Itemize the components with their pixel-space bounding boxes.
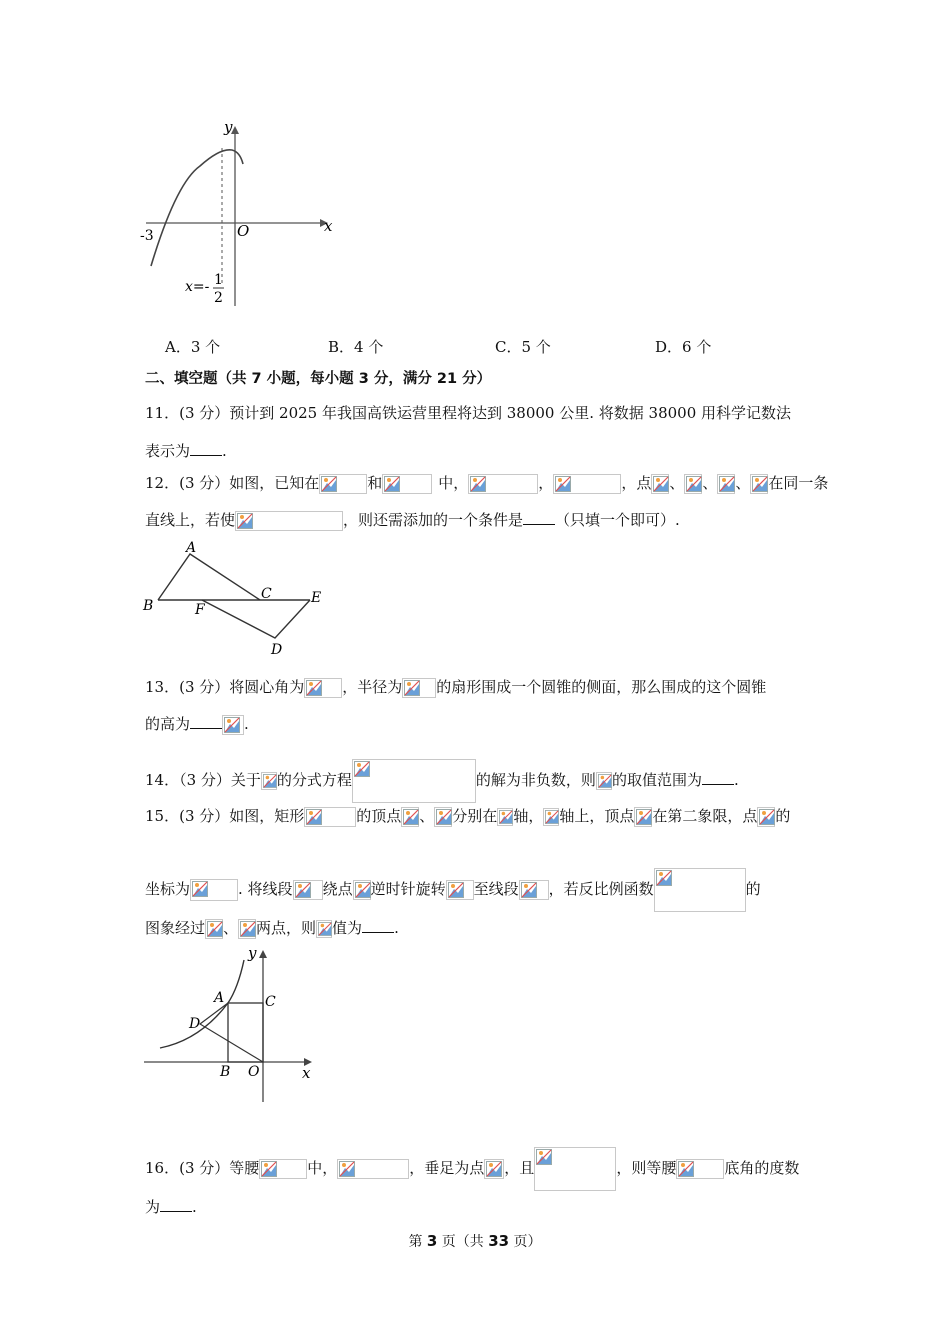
q16-line2: 为 .: [145, 1198, 197, 1216]
image-placeholder: [446, 880, 474, 900]
svg-text:C: C: [265, 994, 276, 1010]
image-placeholder: [750, 474, 768, 494]
answer-blank: [190, 441, 222, 456]
image-placeholder: [382, 474, 432, 494]
broken-image-icon: [240, 921, 256, 937]
broken-image-icon: [470, 476, 486, 492]
broken-image-icon: [403, 809, 419, 825]
q15-line1: 15．(3 分）如图，矩形 的顶点 、 分别在 轴， 轴上，顶点 在第二象限，点 的: [145, 807, 791, 825]
q15-line3: 图象经过 、 两点，则 值为 .: [145, 919, 399, 937]
svg-text:1: 1: [214, 272, 223, 288]
broken-image-icon: [263, 774, 277, 788]
parabola-figure: [138, 118, 338, 310]
broken-image-icon: [499, 810, 513, 824]
image-placeholder: [337, 1159, 409, 1179]
broken-image-icon: [355, 882, 371, 898]
svg-text:E: E: [311, 590, 322, 606]
broken-image-icon: [653, 476, 669, 492]
image-placeholder: [304, 678, 342, 698]
answer-blank: [702, 770, 734, 785]
image-placeholder: [634, 807, 652, 827]
origin-label: O: [237, 222, 250, 240]
section-title: 二、填空题（共 7 小题，每小题 3 分，满分 21 分）: [145, 371, 492, 387]
broken-image-icon: [436, 809, 452, 825]
q12-line2: 直线上，若使 ，则还需添加的一个条件是 （只填一个即可）.: [145, 511, 680, 529]
broken-image-icon: [261, 1161, 277, 1177]
image-placeholder: [238, 919, 256, 939]
image-placeholder: [319, 474, 367, 494]
broken-image-icon: [678, 1161, 694, 1177]
image-placeholder: [676, 1159, 724, 1179]
answer-blank: [362, 918, 394, 933]
image-placeholder: [353, 880, 371, 900]
broken-image-icon: [207, 921, 223, 937]
image-placeholder: [651, 474, 669, 494]
image-placeholder: [222, 715, 244, 735]
image-placeholder: [434, 807, 452, 827]
svg-text:D: D: [271, 642, 283, 658]
axis-eq-label: x=-: [185, 279, 210, 295]
broken-image-icon: [384, 476, 400, 492]
image-placeholder: [654, 868, 746, 912]
broken-image-icon: [321, 476, 337, 492]
broken-image-icon: [486, 1161, 502, 1177]
image-placeholder: [259, 1159, 307, 1179]
svg-text:A: A: [214, 990, 225, 1006]
svg-text:2: 2: [214, 290, 223, 306]
broken-image-icon: [224, 717, 240, 733]
image-placeholder: [352, 759, 476, 803]
broken-image-icon: [521, 882, 537, 898]
image-placeholder: [261, 772, 277, 790]
q12-line1: 12．(3 分）如图，已知在 和 中， ， ，点 、 、 、 在同一条: [145, 474, 829, 492]
image-placeholder: [190, 879, 238, 901]
triangles-figure: [140, 538, 330, 660]
image-placeholder: [484, 1159, 504, 1179]
image-placeholder: [519, 880, 549, 900]
q15-line2: 坐标为 . 将线段 绕点 逆时针旋转 至线段 ，若反比例函数 的: [145, 868, 761, 912]
image-placeholder: [497, 808, 513, 826]
image-placeholder: [596, 772, 612, 790]
image-placeholder: [543, 808, 559, 826]
broken-image-icon: [555, 476, 571, 492]
q13-line2: 的高为 .: [145, 715, 249, 733]
broken-image-icon: [354, 761, 370, 777]
image-placeholder: [684, 474, 702, 494]
q11-line1: 11．(3 分）预计到 2025 年我国高铁运营里程将达到 38000 公里. 将数据 38000 用科学记数法: [145, 404, 792, 422]
image-placeholder: [402, 678, 436, 698]
q16-line1: 16．(3 分）等腰 中， ，垂足为点 ，且 ，则等腰 底角的度数: [145, 1147, 799, 1191]
broken-image-icon: [598, 774, 612, 788]
broken-image-icon: [306, 680, 322, 696]
option-c[interactable]: C．5 个: [495, 338, 551, 356]
option-d[interactable]: D．6 个: [655, 338, 712, 356]
broken-image-icon: [448, 882, 464, 898]
svg-text:B: B: [220, 1064, 231, 1080]
broken-image-icon: [306, 809, 322, 825]
image-placeholder: [534, 1147, 616, 1191]
q13-line1: 13．(3 分）将圆心角为 ，半径为 的扇形围成一个圆锥的侧面，那么围成的这个圆锥: [145, 678, 767, 696]
image-placeholder: [717, 474, 735, 494]
broken-image-icon: [339, 1161, 355, 1177]
svg-text:y: y: [248, 944, 257, 962]
image-placeholder: [401, 807, 419, 827]
answer-blank: [190, 714, 222, 729]
image-placeholder: [757, 807, 775, 827]
broken-image-icon: [295, 882, 311, 898]
image-placeholder: [205, 919, 223, 939]
broken-image-icon: [545, 810, 559, 824]
svg-text:x: x: [302, 1064, 311, 1082]
svg-text:F: F: [195, 602, 205, 618]
option-a[interactable]: A．3 个: [165, 338, 221, 356]
svg-text:B: B: [143, 598, 154, 614]
image-placeholder: [553, 474, 621, 494]
image-placeholder: [293, 880, 323, 900]
image-placeholder: [468, 474, 538, 494]
broken-image-icon: [318, 922, 332, 936]
image-placeholder: [316, 920, 332, 938]
broken-image-icon: [752, 476, 768, 492]
image-placeholder: [304, 807, 356, 827]
svg-text:C: C: [261, 586, 272, 602]
broken-image-icon: [536, 1149, 552, 1165]
image-placeholder: [235, 511, 343, 531]
broken-image-icon: [686, 476, 702, 492]
broken-image-icon: [192, 881, 208, 897]
broken-image-icon: [759, 809, 775, 825]
svg-text:O: O: [248, 1064, 260, 1080]
x-axis-label: x: [324, 217, 333, 235]
answer-blank: [523, 510, 555, 525]
q14-line: 14．（3 分）关于 的分式方程 的解为非负数，则 的取值范围为 .: [145, 759, 739, 803]
option-b[interactable]: B．4 个: [328, 338, 384, 356]
broken-image-icon: [719, 476, 735, 492]
answer-blank: [160, 1197, 192, 1212]
svg-text:D: D: [189, 1016, 201, 1032]
page-footer: 第 3 页（共 33 页）: [408, 1232, 542, 1250]
rectangle-hyperbola-figure: [140, 942, 330, 1106]
broken-image-icon: [237, 513, 253, 529]
broken-image-icon: [404, 680, 420, 696]
y-axis-label: y: [224, 118, 233, 136]
svg-text:A: A: [186, 540, 197, 556]
intercept-label: -3: [140, 228, 154, 244]
q11-line2: 表示为 .: [145, 442, 227, 460]
broken-image-icon: [636, 809, 652, 825]
broken-image-icon: [656, 870, 672, 886]
